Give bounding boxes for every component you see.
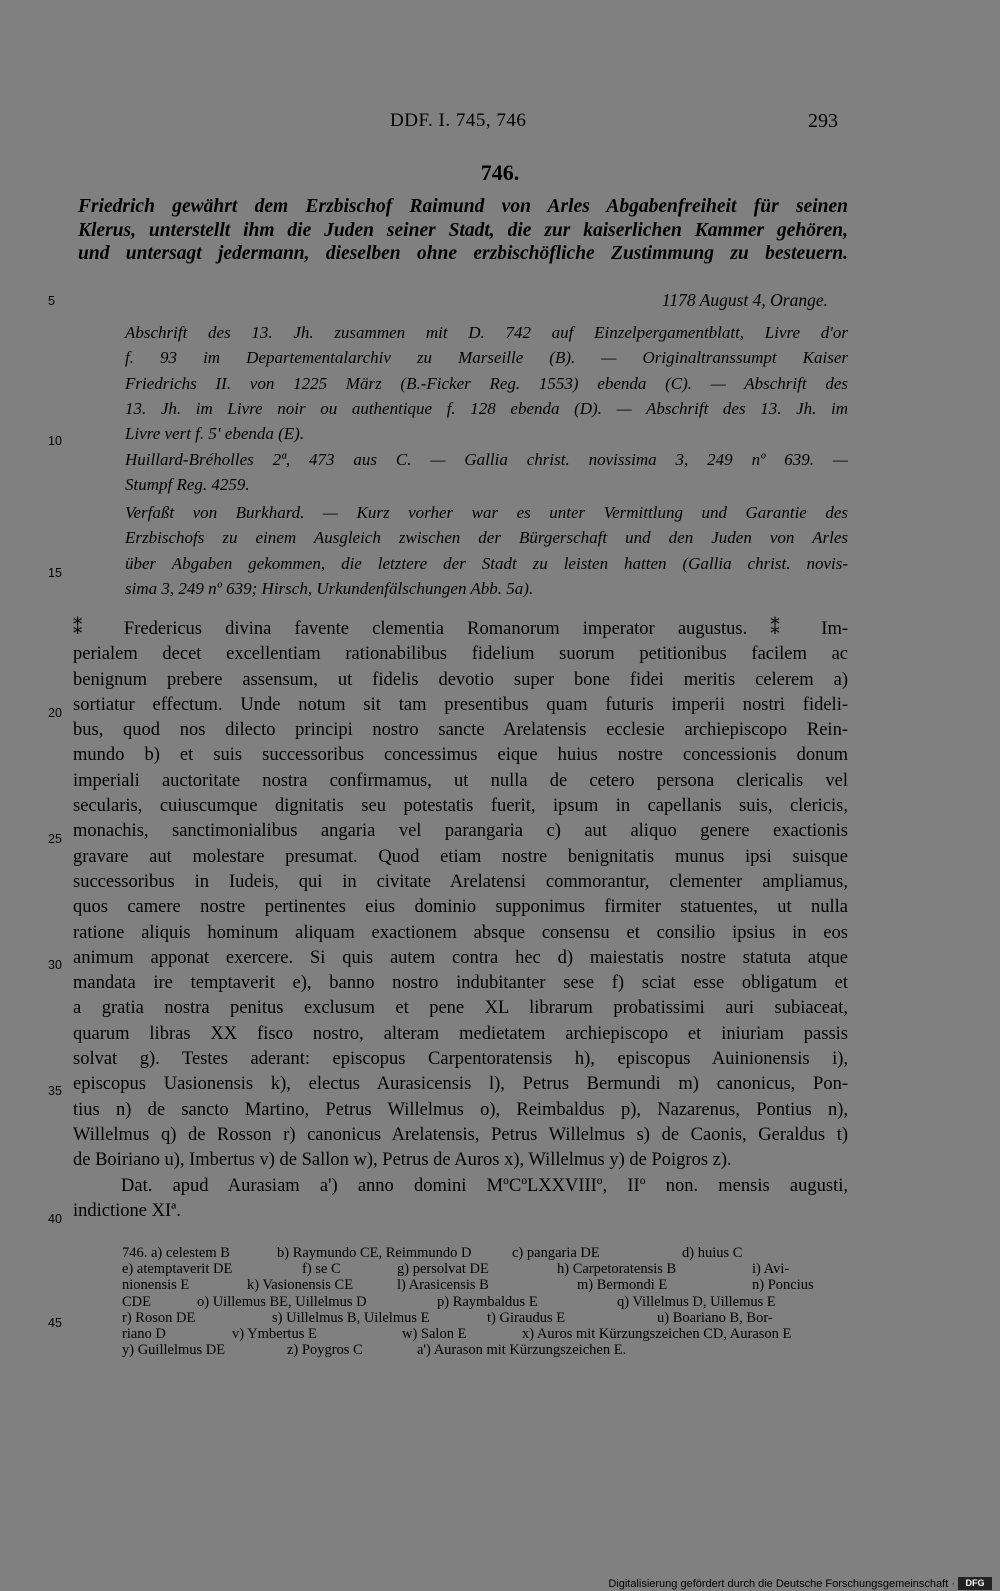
footnote: p) Raymbaldus E <box>437 1293 538 1310</box>
footnote: a') Aurason mit Kürzungszeichen E. <box>417 1342 627 1359</box>
footnote: l) Arasicensis B <box>397 1277 489 1294</box>
text-line: perialem decet excellentiam rationabilibus fidelium suorum petitionibus facilem ac <box>73 644 848 665</box>
text-line: animum apponat exercere. Si quis autem contra hec d) maiestatis nostre statuta atque <box>73 947 848 968</box>
summary-line: Friedrich gewährt dem Erzbischof Raimund von Arles Abgabenfreiheit für seinen <box>78 196 848 217</box>
footnote: f) se C <box>302 1261 341 1278</box>
line-number: 30 <box>48 958 62 972</box>
line-number: 15 <box>48 566 62 580</box>
document-number: 746. <box>480 160 520 185</box>
text-line: ⁑ Fredericus divina favente clementia Romanorum imperator augustus. ⁑ Im- <box>73 619 848 639</box>
summary-line: und untersagt jedermann, dieselben ohne erzbischöfliche Zustimmung zu besteuern. <box>78 243 848 264</box>
note-line: Huillard-Bréholles 2ª, 473 aus C. — Gallia christ. novissima 3, 249 nº 639. — <box>125 450 848 469</box>
footnote: CDE <box>122 1293 151 1310</box>
footnote: n) Poncius <box>752 1277 814 1294</box>
text-line: ratione aliquis hominum aliquam exactionem absque consensu et consilio ipsius in eos <box>73 922 848 943</box>
footnote: e) atemptaverit DE <box>122 1261 233 1278</box>
note-line: f. 93 im Departementalarchiv zu Marseille (B). — Originaltranssumpt Kaiser <box>125 348 848 368</box>
line-number: 5 <box>48 294 55 308</box>
line-number: 10 <box>48 434 62 448</box>
charter-text <box>73 617 848 1224</box>
note-line: Friedrichs II. von 1225 März (B.-Ficker Reg. 1553) ebenda (C). — Abschrift des <box>125 373 848 393</box>
footnote: h) Carpetoratensis B <box>557 1261 677 1278</box>
footnote: g) persolvat DE <box>397 1261 489 1278</box>
footnote: m) Bermondi E <box>577 1277 668 1294</box>
note-line: sima 3, 249 nº 639; Hirsch, Urkundenfälschungen Abb. 5a). <box>125 578 534 598</box>
footnote: o) Uillemus BE, Uillelmus D <box>197 1293 367 1310</box>
line-number: 25 <box>48 832 62 846</box>
funding-notice: Digitalisierung gefördert durch die Deutsche Forschungsgemeinschaft · <box>608 1578 955 1590</box>
dating-line: indictione XIª. <box>73 1200 181 1221</box>
note-line: über Abgaben gekommen, die letztere der Stadt zu leisten hatten (Gallia christ. novis- <box>125 553 848 573</box>
note-line: Abschrift des 13. Jh. zusammen mit D. 742 auf Einzelpergamentblatt, Livre d'or <box>125 323 848 342</box>
date-place: 1178 August 4, Orange. <box>661 290 828 310</box>
footnotes <box>122 1245 848 1358</box>
footnote-row <box>122 1261 848 1277</box>
footnote-row <box>122 1294 848 1310</box>
line-number: 20 <box>48 706 62 720</box>
dating-line: Dat. apud Aurasiam a') anno domini MºCºLXXVIIIº, IIº non. mensis augusti, <box>121 1175 848 1196</box>
footnote: v) Ymbertus E <box>232 1326 317 1343</box>
text-line: gravare aut molestare presumat. Quod etiam nostre benignitatis munus ipsi suisque <box>73 846 848 867</box>
footnote: i) Avi- <box>752 1261 790 1278</box>
commentary-note <box>125 500 848 601</box>
line-number: 35 <box>48 1084 62 1098</box>
note-line: Verfaßt von Burkhard. — Kurz vorher war es unter Vermittlung und Garantie des <box>125 503 848 522</box>
text-line: successoribus in Iudeis, qui in civitate Arelatensi commorantur, clementer ampliamus, <box>73 871 848 892</box>
footnote-row <box>122 1245 848 1261</box>
footnote: y) Guillelmus DE <box>122 1342 226 1359</box>
text-line: imperiali auctoritate nostra confirmamus, ut nulla de cetero persona clericalis vel <box>73 770 848 791</box>
footnote: riano D <box>122 1326 166 1343</box>
footnote: q) Villelmus D, Uillemus E <box>617 1293 776 1310</box>
note-line: Livre vert f. 5' ebenda (E). <box>125 424 305 444</box>
text-line: bus, quod nos dilecto principi nostro sancte Arelatensis ecclesie archiepiscopo Rein- <box>73 720 848 741</box>
page-number: 293 <box>808 110 838 132</box>
footnote-row <box>122 1342 848 1358</box>
footnote-row <box>122 1310 848 1326</box>
dfg-logo-icon: DFG <box>958 1577 992 1590</box>
footnote: nionensis E <box>122 1277 190 1294</box>
footnote: r) Roson DE <box>122 1309 196 1326</box>
footnote-row <box>122 1326 848 1342</box>
text-line: mandata ire temptaverit e), banno nostro indubitanter sese f) sciat esse obligatum et <box>73 973 848 994</box>
text-line: benignum prebere assensum, ut fidelis devotio super bone fidei meritis celerem a) <box>73 669 848 690</box>
line-number: 45 <box>48 1316 62 1330</box>
text-line: sortiatur effectum. Unde notum sit tam presentibus quam futuris imperii nostri fideli- <box>73 694 848 715</box>
footnote: 746. a) celestem B <box>122 1245 230 1261</box>
text-line: a gratia nostra penitus exclusum et pene XL librarum probatissimi auri subiaceat, <box>73 998 848 1019</box>
footnote: c) pangaria DE <box>512 1245 600 1261</box>
note-line: Stumpf Reg. 4259. <box>125 475 250 495</box>
text-line: episcopus Uasionensis k), electus Aurasicensis l), Petrus Bermundi m) canonicus, Pon- <box>73 1074 848 1095</box>
running-head: DDF. I. 745, 746 <box>390 110 527 131</box>
text-line: mundo b) et suis successoribus concessimus eique huius nostre concessionis donum <box>73 745 848 766</box>
text-line: quos camere nostre pertinentes eius dominio supponimus firmiter statuentes, ut nulla <box>73 897 848 918</box>
footnote-row <box>122 1277 848 1293</box>
text-line: solvat g). Testes aderant: episcopus Carpentoratensis h), episcopus Auinionensis i), <box>73 1049 848 1070</box>
text-line: secularis, cuiuscumque dignitatis seu potestatis fuerit, ipsum in capellanis suis, clericis, <box>73 796 848 817</box>
footnote: x) Auros mit Kürzungszeichen CD, Aurason E <box>522 1326 792 1343</box>
line-number: 40 <box>48 1212 62 1226</box>
text-line: monachis, sanctimonialibus angaria vel parangaria c) aut aliquo genere exactionis <box>73 821 848 842</box>
summary-line: Klerus, unterstellt ihm die Juden seiner Stadt, die zur kaiserlichen Kammer gehören, <box>78 219 848 241</box>
footnote: k) Vasionensis CE <box>247 1277 354 1294</box>
footnote: z) Poygros C <box>287 1342 363 1359</box>
footnote: s) Uillelmus B, Uilelmus E <box>272 1309 430 1326</box>
editions-note <box>125 447 848 498</box>
transmission-note <box>125 320 848 446</box>
text-line: quarum libras XX fisco nostro, alteram medietatem archiepiscopo et iniuriam passis <box>73 1023 848 1044</box>
note-line: 13. Jh. im Livre noir ou authentique f. 128 ebenda (D). — Abschrift des 13. Jh. im <box>125 398 848 418</box>
note-line: Erzbischofs zu einem Ausgleich zwischen der Bürgerschaft und den Juden von Arles <box>125 528 848 548</box>
footnote: u) Boariano B, Bor- <box>657 1309 773 1326</box>
footnote: b) Raymundo CE, Reimmundo D <box>277 1245 472 1261</box>
footnote: w) Salon E <box>402 1326 467 1343</box>
text-line: tius n) de sancto Martino, Petrus Willelmus o), Reimbaldus p), Nazarenus, Pontius n), <box>73 1099 848 1120</box>
regest-summary <box>78 195 848 266</box>
text-line: Willelmus q) de Rosson r) canonicus Arelatensis, Petrus Willelmus s) de Caonis, Geraldus t) <box>73 1124 848 1145</box>
text-line: de Boiriano u), Imbertus v) de Sallon w), Petrus de Auros x), Willelmus y) de Poigros z). <box>73 1150 732 1171</box>
footnote: t) Giraudus E <box>487 1309 566 1326</box>
footnote: d) huius C <box>682 1245 743 1261</box>
